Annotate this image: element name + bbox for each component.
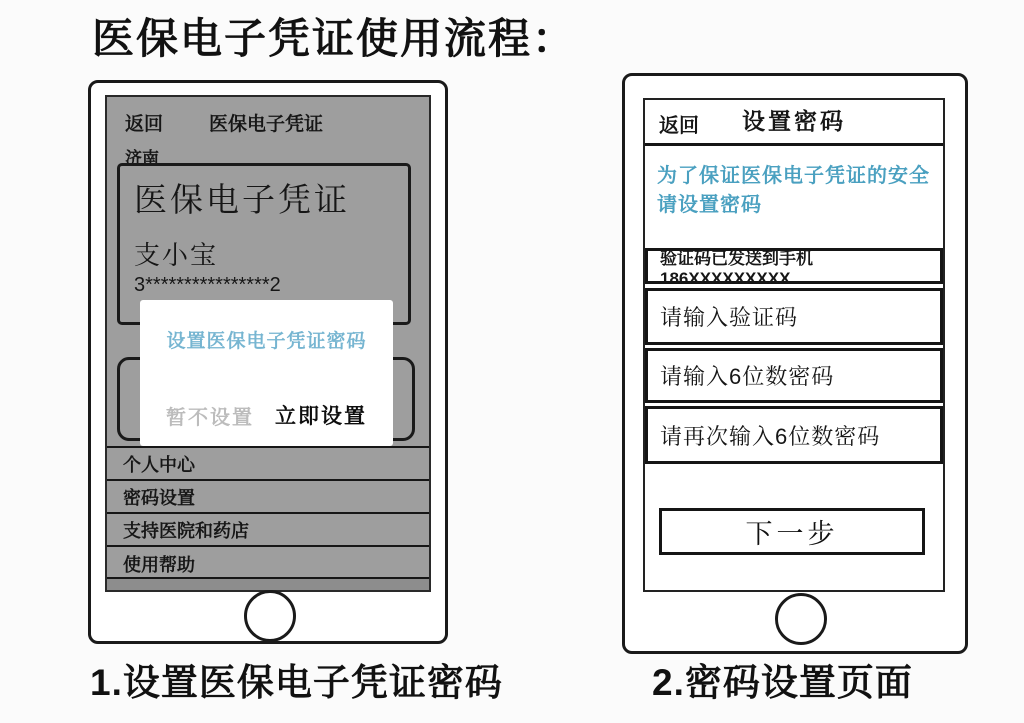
- password-confirm-input[interactable]: 请再次输入6位数密码: [645, 406, 943, 464]
- city-label[interactable]: 济南: [125, 149, 159, 168]
- navbar-title: 医保电子凭证: [209, 114, 324, 135]
- menu-item-password-settings[interactable]: 密码设置: [107, 481, 429, 514]
- menu-item-supported-hospitals[interactable]: 支持医院和药店: [107, 514, 429, 547]
- phone-2-screen: [643, 98, 945, 592]
- password-input[interactable]: 请输入6位数密码: [645, 348, 943, 403]
- back-button[interactable]: 返回: [659, 109, 699, 138]
- phone-2-navbar: [645, 100, 943, 146]
- card-masked-number: 3****************2: [134, 274, 281, 296]
- card-holder-name: 支小宝: [134, 240, 219, 270]
- set-now-button[interactable]: 立即设置: [275, 400, 367, 430]
- home-button[interactable]: [775, 593, 827, 645]
- navbar-title: 设置密码: [742, 108, 846, 134]
- security-notice-line1: 为了保证医保电子凭证的安全: [657, 165, 930, 187]
- phone-1-frame: [88, 80, 448, 644]
- sms-sent-info: 验证码已发送到手机 186XXXXXXXXX: [645, 248, 943, 284]
- home-button[interactable]: [244, 590, 296, 642]
- phone-2-frame: [622, 73, 968, 654]
- dialog-buttons: [140, 400, 393, 430]
- dialog-title: 设置医保电子凭证密码: [166, 331, 367, 352]
- verification-code-input[interactable]: 请输入验证码: [645, 288, 943, 345]
- step-2-caption: 2.密码设置页面: [652, 662, 913, 703]
- set-password-dialog: [140, 300, 393, 446]
- menu-list: [107, 446, 429, 580]
- menu-item-help[interactable]: 使用帮助: [123, 554, 195, 575]
- next-step-button[interactable]: 下一步: [659, 508, 925, 555]
- security-notice: [657, 162, 931, 220]
- back-button[interactable]: 返回: [125, 114, 164, 135]
- menu-item-personal-center[interactable]: 个人中心: [107, 448, 429, 481]
- card-title: 医保电子凭证: [134, 181, 350, 218]
- step-1-caption: 1.设置医保电子凭证密码: [90, 662, 503, 703]
- screen-bottom-bar: [107, 577, 429, 590]
- page-title: 医保电子凭证使用流程：: [92, 15, 577, 62]
- phone-1-navbar: [125, 109, 323, 136]
- phone-1-screen: [105, 95, 431, 592]
- security-notice-line2: 请设置密码: [657, 194, 762, 216]
- not-now-button[interactable]: 暂不设置: [166, 400, 254, 430]
